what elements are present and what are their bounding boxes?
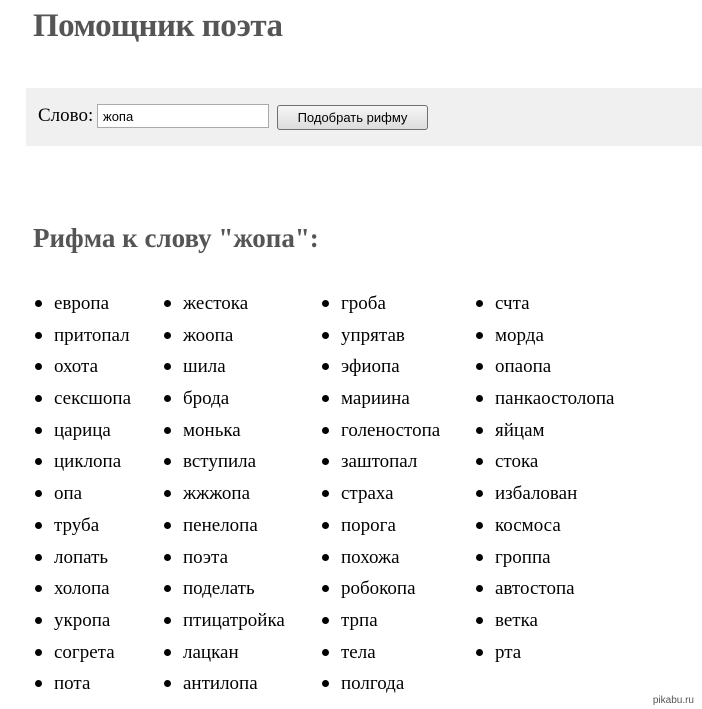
rhyme-item: поделать bbox=[163, 578, 285, 610]
rhyme-item: царица bbox=[34, 420, 131, 452]
rhyme-item: гроба bbox=[321, 293, 440, 325]
word-input[interactable] bbox=[97, 104, 269, 128]
rhyme-column-3 bbox=[321, 293, 440, 705]
rhyme-item: морда bbox=[475, 325, 614, 357]
rhyme-column-1 bbox=[34, 293, 131, 705]
rhyme-item: труба bbox=[34, 515, 131, 547]
word-label: Слово: bbox=[38, 105, 94, 126]
rhyme-item: жоопа bbox=[163, 325, 285, 357]
rhyme-item: стока bbox=[475, 451, 614, 483]
rhyme-item: похожа bbox=[321, 547, 440, 579]
rhyme-item: рта bbox=[475, 642, 614, 674]
rhyme-item: поэта bbox=[163, 547, 285, 579]
rhyme-item: жжжопа bbox=[163, 483, 285, 515]
rhyme-item: автостопа bbox=[475, 578, 614, 610]
rhyme-item: робокопа bbox=[321, 578, 440, 610]
rhyme-item: лопать bbox=[34, 547, 131, 579]
rhyme-item: страха bbox=[321, 483, 440, 515]
rhyme-item: пота bbox=[34, 673, 131, 705]
rhyme-item: брода bbox=[163, 388, 285, 420]
rhyme-item: избалован bbox=[475, 483, 614, 515]
rhyme-item: притопал bbox=[34, 325, 131, 357]
rhyme-item: порога bbox=[321, 515, 440, 547]
rhyme-item: эфиопа bbox=[321, 356, 440, 388]
rhyme-item: трпа bbox=[321, 610, 440, 642]
rhyme-item: циклопа bbox=[34, 451, 131, 483]
rhyme-item: жестока bbox=[163, 293, 285, 325]
rhyme-item: яйцам bbox=[475, 420, 614, 452]
rhyme-item: европа bbox=[34, 293, 131, 325]
rhyme-item: опа bbox=[34, 483, 131, 515]
rhyme-item: пенелопа bbox=[163, 515, 285, 547]
rhyme-item: полгода bbox=[321, 673, 440, 705]
find-rhyme-button[interactable]: Подобрать рифму bbox=[277, 105, 428, 130]
rhyme-item: птицатройка bbox=[163, 610, 285, 642]
results-heading: Рифма к слову "жопа": bbox=[33, 223, 319, 253]
rhyme-item: вступила bbox=[163, 451, 285, 483]
rhyme-item: антилопа bbox=[163, 673, 285, 705]
rhyme-item: опаопа bbox=[475, 356, 614, 388]
rhyme-item: упрятав bbox=[321, 325, 440, 357]
rhyme-column-4 bbox=[475, 293, 614, 673]
rhyme-item: сексшопа bbox=[34, 388, 131, 420]
rhyme-item: лацкан bbox=[163, 642, 285, 674]
rhyme-item: счта bbox=[475, 293, 614, 325]
rhyme-item: заштопал bbox=[321, 451, 440, 483]
rhyme-item: ветка bbox=[475, 610, 614, 642]
rhyme-item: панкаостолопа bbox=[475, 388, 614, 420]
search-panel bbox=[26, 88, 702, 146]
rhyme-item: гроппа bbox=[475, 547, 614, 579]
rhyme-item: согрета bbox=[34, 642, 131, 674]
rhyme-item: тела bbox=[321, 642, 440, 674]
rhyme-item: мариина bbox=[321, 388, 440, 420]
rhyme-item: холопа bbox=[34, 578, 131, 610]
rhyme-column-2 bbox=[163, 293, 285, 705]
rhyme-item: охота bbox=[34, 356, 131, 388]
page-title: Помощник поэта bbox=[33, 8, 283, 44]
watermark: pikabu.ru bbox=[652, 695, 694, 706]
rhyme-item: голеностопа bbox=[321, 420, 440, 452]
rhyme-item: шила bbox=[163, 356, 285, 388]
rhyme-item: космоса bbox=[475, 515, 614, 547]
rhyme-item: укропа bbox=[34, 610, 131, 642]
rhyme-item: монька bbox=[163, 420, 285, 452]
